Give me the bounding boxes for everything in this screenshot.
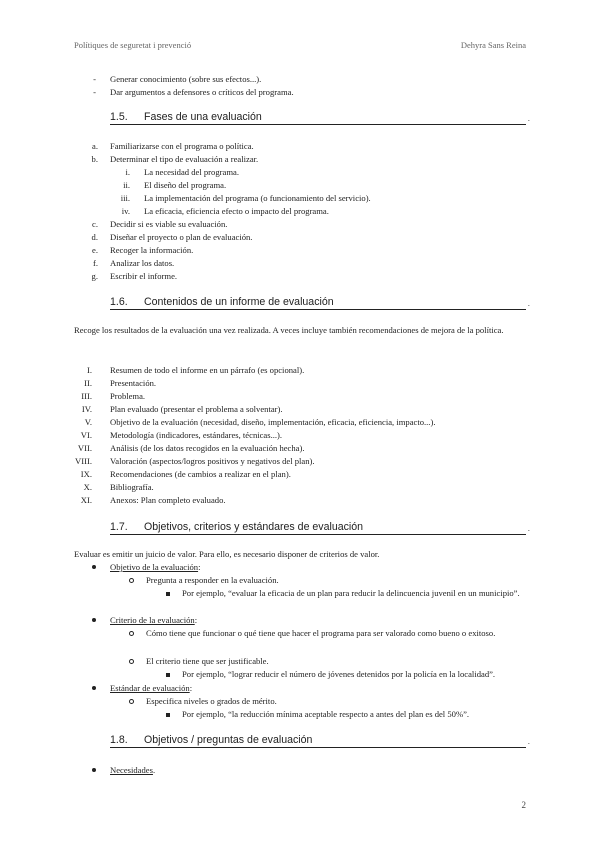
list-marker: iv. <box>121 206 130 216</box>
list-item: Recoger la información. <box>110 245 194 255</box>
section-paragraph: Evaluar es emitir un juicio de valor. Para ello, es necesario disponer de criterios de valor. <box>74 549 380 559</box>
list-marker: IX. <box>80 469 92 479</box>
list-marker: XI. <box>80 495 92 505</box>
bullet-disc-icon <box>92 618 96 622</box>
list-item: Diseñar el proyecto o plan de evaluación. <box>110 232 253 242</box>
list-item: Familiarizarse con el programa o política. <box>110 141 254 151</box>
list-marker: II. <box>84 378 92 388</box>
list-marker: I. <box>86 365 92 375</box>
example-text: Por ejemplo, “evaluar la eficacia de un plan para reducir la delincuencia juvenil en un municipio”. <box>182 588 520 598</box>
definition-term: Objetivo de la evaluación: <box>110 562 201 572</box>
list-item: Dar argumentos a defensores o críticos del programa. <box>110 87 294 97</box>
bullet-square-icon <box>166 673 170 677</box>
bullet-disc-icon <box>92 768 96 772</box>
bullet-disc-icon <box>92 565 96 569</box>
list-marker: i. <box>125 167 130 177</box>
section-heading-1-6: 1.6. Contenidos de un informe de evaluación . <box>110 296 530 308</box>
list-item: Pregunta a responder en la evaluación. <box>146 575 279 585</box>
list-item: Decidir si es viable su evaluación. <box>110 219 228 229</box>
example-text: Por ejemplo, “lograr reducir el número de jóvenes detenidos por la policía en la localidad”. <box>182 669 496 679</box>
list-item: Determinar el tipo de evaluación a realizar. <box>110 154 259 164</box>
list-item: Especifica niveles o grados de mérito. <box>146 696 277 706</box>
list-item: Objetivo de la evaluación (necesidad, diseño, implementación, eficacia, eficiencia, impacto...). <box>110 417 436 427</box>
section-heading-1-8: 1.8. Objetivos / preguntas de evaluación . <box>110 734 530 746</box>
list-item: Escribir el informe. <box>110 271 178 281</box>
list-marker: ii. <box>123 180 130 190</box>
page-number: 2 <box>521 800 526 810</box>
bullet-square-icon <box>166 713 170 717</box>
list-marker: VIII. <box>75 456 92 466</box>
header-right: Dehyra Sans Reina <box>460 40 526 50</box>
section-title: Contenidos de un informe de evaluación <box>144 296 334 308</box>
list-item: El criterio tiene que ser justificable. <box>146 656 269 666</box>
list-item: Plan evaluado (presentar el problema a solventar). <box>110 404 283 414</box>
header-left: Polítiques de seguretat i prevenció <box>74 40 192 50</box>
section-title: Objetivos, criterios y estándares de evaluación <box>144 521 364 533</box>
list-marker: VII. <box>77 443 92 453</box>
list-marker: e. <box>92 245 98 255</box>
dash-marker: - <box>93 87 96 97</box>
section-number: 1.5. <box>110 111 128 123</box>
definition-term: Estándar de evaluación: <box>110 683 193 693</box>
bullet-circle-icon <box>129 699 134 704</box>
section-title: Objetivos / preguntas de evaluación <box>144 734 313 746</box>
list-item: La implementación del programa (o funcionamiento del servicio). <box>144 193 371 203</box>
section-paragraph: Recoge los resultados de la evaluación una vez realizada. A veces incluye también recomendaciones de mejora de la política. <box>74 325 504 335</box>
list-marker: iii. <box>120 193 130 203</box>
list-item: Generar conocimiento (sobre sus efectos...). <box>110 74 262 84</box>
definition-term: Criterio de la evaluación: <box>110 615 198 625</box>
section-title: Fases de una evaluación <box>144 111 262 123</box>
list-item: Bibliografía. <box>110 482 154 492</box>
bullet-square-icon <box>166 592 170 596</box>
list-marker: f. <box>92 258 98 268</box>
list-item: La necesidad del programa. <box>144 167 239 177</box>
list-marker: b. <box>91 154 98 164</box>
list-item: Analizar los datos. <box>110 258 175 268</box>
bullet-circle-icon <box>129 659 134 664</box>
list-marker: V. <box>84 417 92 427</box>
list-item: Valoración (aspectos/logros positivos y negativos del plan). <box>110 456 315 466</box>
list-marker: III. <box>81 391 92 401</box>
dash-marker: - <box>93 74 96 84</box>
list-item: Cómo tiene que funcionar o qué tiene que hacer el programa para ser valorado como bueno o exitoso. <box>146 628 496 638</box>
list-marker: IV. <box>81 404 92 414</box>
list-marker: VI. <box>80 430 92 440</box>
list-item: El diseño del programa. <box>144 180 227 190</box>
bullet-circle-icon <box>129 631 134 636</box>
list-marker: d. <box>91 232 98 242</box>
list-item: La eficacia, eficiencia efecto o impacto del programa. <box>144 206 329 216</box>
list-item: Recomendaciones (de cambios a realizar en el plan). <box>110 469 291 479</box>
bullet-circle-icon <box>129 578 134 583</box>
bullet-disc-icon <box>92 686 96 690</box>
list-item: Anexos: Plan completo evaluado. <box>110 495 226 505</box>
section-heading-1-7: 1.7. Objetivos, criterios y estándares de evaluación . <box>110 521 530 533</box>
list-marker: c. <box>92 219 98 229</box>
list-item: Metodología (indicadores, estándares, técnicas...). <box>110 430 283 440</box>
section-number: 1.7. <box>110 521 128 533</box>
section-number: 1.8. <box>110 734 128 746</box>
list-item: Necesidades. <box>110 765 156 775</box>
list-marker: a. <box>92 141 98 151</box>
section-number: 1.6. <box>110 296 128 308</box>
list-item: Problema. <box>110 391 146 401</box>
example-text: Por ejemplo, “la reducción mínima aceptable respecto a antes del plan es del 50%”. <box>182 709 470 719</box>
list-item: Presentación. <box>110 378 157 388</box>
list-item: Resumen de todo el informe en un párrafo (es opcional). <box>110 365 305 375</box>
list-marker: X. <box>83 482 92 492</box>
list-item: Análisis (de los datos recogidos en la evaluación hecha). <box>110 443 305 453</box>
list-marker: g. <box>91 271 98 281</box>
section-heading-1-5: 1.5. Fases de una evaluación . <box>110 111 530 123</box>
